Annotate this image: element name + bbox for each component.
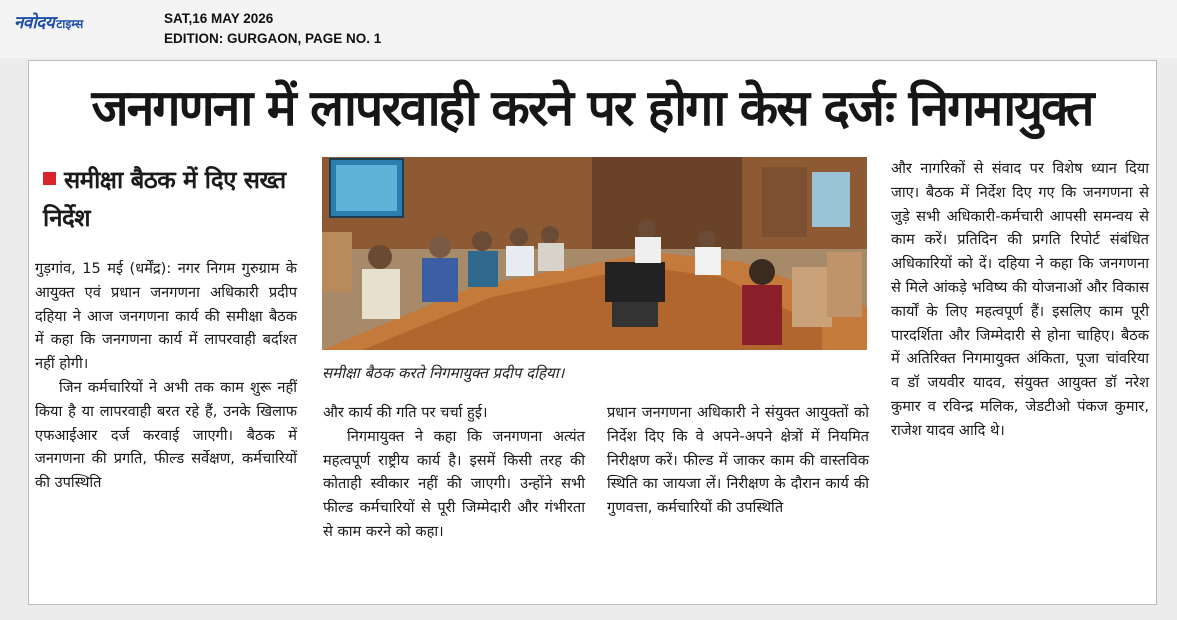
article-column-4 (891, 157, 1149, 443)
paragraph: और नागरिकों से संवाद पर विशेष ध्यान दिया जाए। बैठक में निर्देश दिए गए कि जनगणना से जुड़े सभी अधिकारी-कर्मचारी आपसी समन्वय से काम करें। प्रतिदिन की प्रगति रिपोर्ट संबंधित अधिकारियों को दें। दहिया ने कहा कि जनगणना से मिले आंकड़े भविष्य की योजनाओं और विकास कार्यों के लिए महत्वपूर्ण हैं। इसलिए काम पूरी पारदर्शिता और जिम्मेदारी से होना चाहिए। बैठक में अतिरिक्त निगमायुक्त अंकिता, पूजा चांवरिया व डॉ जयवीर यादव, संयुक्त आयुक्त डॉ नरेश कुमार व रविन्द्र मलिक, जेडटीओ पंकज कुमार, राजेश यादव आदि थे। (891, 160, 1149, 439)
logo-sub-text: टाइम्स (56, 17, 84, 31)
edition-page: EDITION: GURGAON, PAGE NO. 1 (164, 31, 382, 46)
article-subhead (43, 161, 298, 237)
news-clipping (28, 60, 1157, 605)
paragraph: जिन कर्मचारियों ने अभी तक काम शुरू नहीं किया है या लापरवाही बरत रहे हैं, उनके खिलाफ एफआईआर दर्ज करवाई जाएगी। बैठक में जनगणना की प्रगति, फील्ड सर्वेक्षण, कर्मचारियों की उपस्थिति (35, 378, 297, 492)
logo-main-text: नवोदय (14, 13, 55, 33)
newspaper-logo[interactable] (14, 10, 83, 33)
photo-caption: समीक्षा बैठक करते निगमायुक्त प्रदीप दहिया। (322, 364, 565, 382)
masthead-bar (0, 0, 1177, 58)
meeting-photo-illustration (322, 157, 867, 350)
subhead-text: समीक्षा बैठक में दिए सख्त निर्देश (43, 166, 286, 232)
paragraph: प्रधान जनगणना अधिकारी ने संयुक्त आयुक्तों को निर्देश दिए कि वे अपने-अपने क्षेत्रों में नियमित निरीक्षण करें। फील्ड में जाकर काम की वास्तविक स्थिति का जायजा लें। निरीक्षण के दौरान कार्य की गुणवत्ता, कर्मचारियों की उपस्थिति (607, 404, 869, 517)
red-square-bullet-icon (43, 172, 56, 185)
issue-date: SAT,16 MAY 2026 (164, 11, 274, 26)
article-headline: जनगणना में लापरवाही करने पर होगा केस दर्जः निगमायुक्त (91, 79, 1093, 137)
paragraph: गुड़गांव, 15 मई (धर्मेंद्र): नगर निगम गुरुग्राम के आयुक्त एवं प्रधान जनगणना अधिकारी प्रदीप दहिया ने आज जनगणना कार्य की समीक्षा बैठक में कहा कि जनगणना कार्य में लापरवाही बर्दाश्त नहीं होगी। (35, 260, 297, 373)
paragraph: निगमायुक्त ने कहा कि जनगणना अत्यंत महत्वपूर्ण राष्ट्रीय कार्य है। इसमें किसी तरह की कोताही स्वीकार नहीं की जाएगी। उन्होंने सभी फील्ड कर्मचारियों से पूरी जिम्मेदारी और गंभीरता से काम करने को कहा। (323, 427, 585, 540)
paragraph: और कार्य की गति पर चर्चा हुई। (323, 404, 488, 421)
article-column-2 (323, 401, 585, 544)
edition-info (164, 9, 381, 49)
article-column-3 (607, 401, 869, 520)
meeting-photo (322, 157, 867, 350)
article-column-1 (35, 257, 297, 495)
